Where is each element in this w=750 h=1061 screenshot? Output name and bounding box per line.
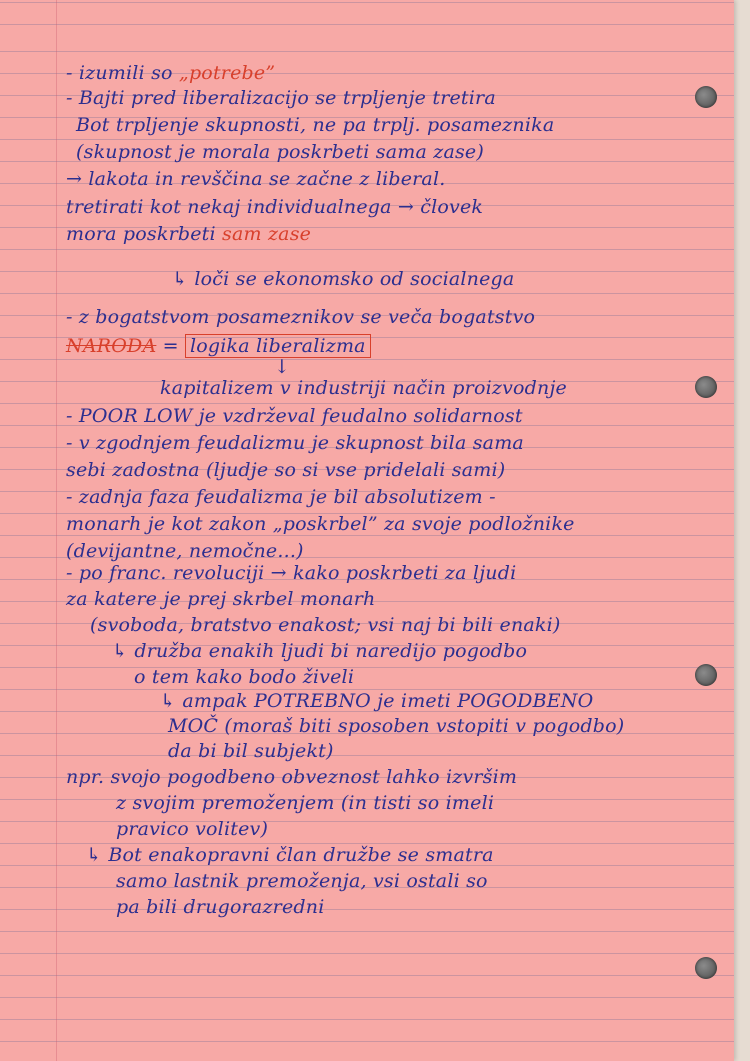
- note-line: samo lastnik premoženja, vsi ostali so: [116, 870, 488, 892]
- highlight-word: NARODA: [66, 335, 157, 357]
- note-line: sebi zadostna (ljudje so si vse pridelali sami): [66, 459, 506, 481]
- highlight-word: sam zase: [222, 223, 312, 245]
- boxed-term: logika liberalizma: [185, 334, 371, 358]
- note-line: - z bogatstvom posameznikov se veča bogatstvo: [66, 306, 536, 328]
- note-line: o tem kako bodo živeli: [134, 666, 355, 688]
- note-line: (svoboda, bratstvo enakost; vsi naj bi bili enaki): [90, 614, 561, 636]
- note-line: da bi bil subjekt): [168, 740, 334, 762]
- down-arrow-icon: ↓: [274, 356, 291, 378]
- note-line: npr. svojo pogodbeno obveznost lahko izvršim: [66, 766, 518, 788]
- note-line: pravico volitev): [116, 818, 269, 840]
- note-line: NARODA = logika liberalizma: [66, 335, 371, 357]
- note-line: z svojim premoženjem (in tisti so imeli: [116, 792, 495, 814]
- note-line: - izumili so „potrebe”: [66, 62, 276, 84]
- note-line: - po franc. revoluciji → kako poskrbeti za ljudi: [66, 562, 517, 584]
- note-line: → lakota in revščina se začne z liberal.: [66, 168, 446, 190]
- note-line: ↳ loči se ekonomsko od socialnega: [172, 268, 515, 290]
- note-line: Bot trpljenje skupnosti, ne pa trplj. posameznika: [76, 114, 555, 136]
- note-line: - v zgodnjem feudalizmu je skupnost bila sama: [66, 432, 524, 454]
- note-line: za katere je prej skrbel monarh: [66, 588, 376, 610]
- note-line: (devijantne, nemočne...): [66, 540, 304, 562]
- note-line: MOČ (moraš biti sposoben vstopiti v pogodbo): [168, 715, 625, 737]
- note-line: ↳ ampak POTREBNO je imeti POGODBENO: [160, 690, 594, 712]
- note-line: mora poskrbeti sam zase: [66, 223, 312, 245]
- highlight-word: „potrebe”: [178, 62, 276, 84]
- note-line: - Bajti pred liberalizacijo se trpljenje tretira: [66, 87, 496, 109]
- note-line: ↳ družba enakih ljudi bi naredijo pogodbo: [112, 640, 528, 662]
- note-line: (skupnost je morala poskrbeti sama zase): [76, 141, 484, 163]
- note-line: - zadnja faza feudalizma je bil absolutizem -: [66, 486, 496, 508]
- note-line: monarh je kot zakon „poskrbel” za svoje podložnike: [66, 513, 575, 535]
- note-line: - POOR LOW je vzdrževal feudalno solidarnost: [66, 405, 523, 427]
- note-line: tretirati kot nekaj individualnega → človek: [66, 196, 484, 218]
- note-line: ↳ Bot enakopravni član družbe se smatra: [86, 844, 494, 866]
- note-line: pa bili drugorazredni: [116, 896, 325, 918]
- note-line: kapitalizem v industriji način proizvodnje: [160, 377, 567, 399]
